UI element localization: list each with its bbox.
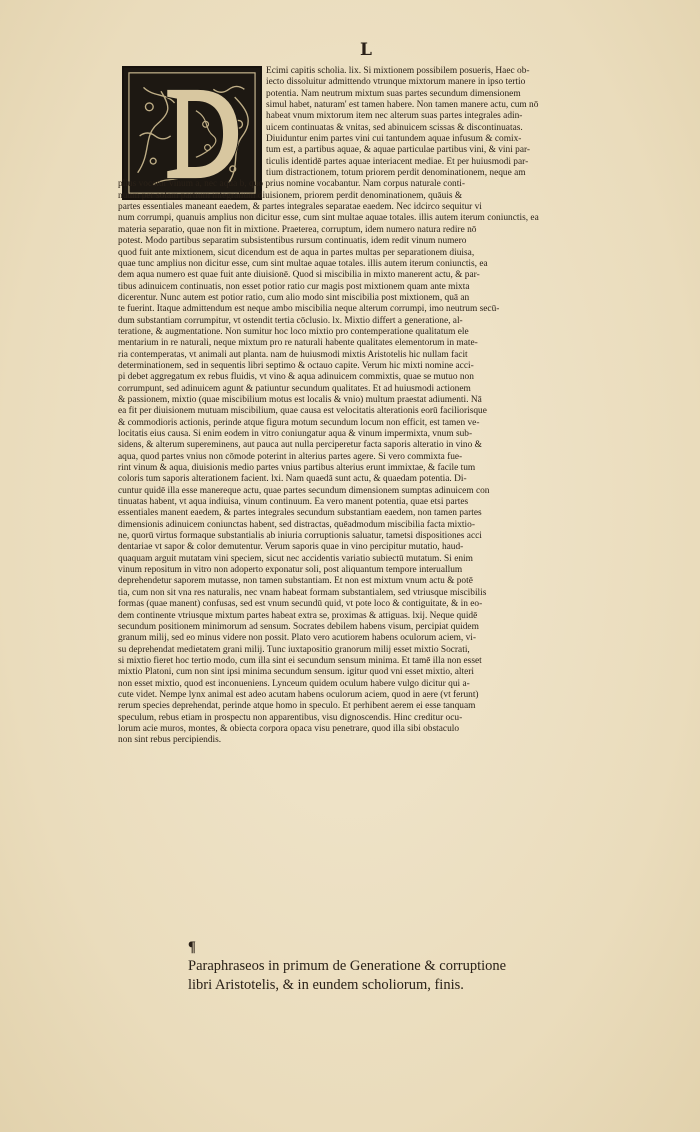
text-line: num corrumpi, quanuis amplius non dicitur esse, cum sint multae aquae totales. illis autem iterum coniunctis, ea (118, 213, 539, 224)
colophon-text-1: Paraphraseos in primum de Generatione & corruptione (188, 958, 507, 974)
text-line: determinationem, sed in sequentis libri septimo & octauo capite. Verum hic mixti nomine acci- (118, 360, 474, 371)
text-line: formas (quae manent) confusas, sed est vnum secundū quid, vt pote loco & contiguitate, & in eo- (118, 599, 483, 610)
text-line: quod fuit ante mixtionem, sicut dicendum est de aqua in partes multas per separationem diuisa, (118, 247, 475, 258)
text-line: Diuiduntur enim partes vini cui tantundem aquae infusum & comix- (266, 134, 522, 145)
text-line: sidens, & alterum supereminens, aut pauca aut nulla perciperetur facta saporis alteratio in vino & (118, 440, 482, 451)
folio-letter: L (360, 40, 373, 60)
full-width-lines (118, 179, 576, 746)
text-line: speculum, rebus etiam in prospectu non apparentibus, visu dignoscendis. Hinc creditur ocu- (118, 712, 463, 723)
text-line: tibus adinuicem continuatis, non esset potior ratio cur magis post mixtionem quam ante mixta (118, 281, 470, 292)
text-line: tium distractionem, totum priorem perdit denominationem, neque am (266, 168, 526, 179)
text-line: partes essentiales maneant eaedem, & partes integrales separatae eaedem. Nec idcirco sequitur vi (118, 202, 482, 213)
text-line: ne, quorū virtus formaque substantialis ab iniuria corruptionis saluatur, tametsi dispositiones acci (118, 531, 482, 542)
text-line: deprehendetur saporem mutasse, non tamen substantiam. Et non est mixtum vnum actu & potē (118, 576, 473, 587)
text-line: iecto dissoluitur admittendo vtrunque mixtorum manere in ipso tertio (266, 77, 526, 88)
text-line: coloris tum saporis alterationem facient. lxi. Nam quaedā sunt actu, & quaedam potentia. Di- (118, 474, 467, 485)
pilcrow-icon: ¶ (188, 939, 196, 955)
indented-lines (118, 66, 576, 179)
text-line: rerum species deprehendat, perinde atque homo in speculo. Et perhibent aerem ei esse tanquam (118, 701, 476, 712)
text-line: habeat vnum mixtorum item nec alterum suas partes integrales adin- (266, 111, 523, 122)
closing-colophon (188, 938, 568, 995)
text-line: pi debet aggregatum ex rebus fluidis, vt vino & aqua adinuicem commixtis, quae se mutuo non (118, 372, 474, 383)
text-line: corrumpunt, sed adinuicem agunt & patiuntur secundum qualitates. Et ad huiusmodi actionem (118, 383, 471, 394)
text-line: simul habet, naturam' est tamen habere. Non tamen manere actu, cum nō (266, 100, 539, 111)
text-line: non sint rebus percipiendis. (118, 735, 222, 746)
text-line: dimensionis adinuicem coniunctas habent, sed distractas, quēadmodum miscibilia facta mixtio- (118, 519, 475, 530)
scholia-text-block (118, 66, 576, 747)
text-line: dum substantiam corrumpitur, vt ostendit tertia cōclusio. lx. Mixtio differt a generatione, al- (118, 315, 463, 326)
text-line: & passionem, mixtio (quae miscibilium motus est localis & vnio) multum praestat adiumenti. Nā (118, 394, 482, 405)
text-line: & commodioris actionis, perinde atque figura motum secundum locum non efficit, est tamen ve- (118, 417, 480, 428)
text-line: tum est, a partibus aquae, & aquae particulae partibus vini, & vini par- (266, 145, 531, 156)
text-line: granum milij, sed eo minus videre non possit. Plato vero acutiorem habens oculorum aciem, vi- (118, 633, 476, 644)
text-line: te fuerint. Itaque admittendum est neque ambo miscibilia neque alterum corrumpi, imo neutrum secū- (118, 304, 500, 315)
text-line: potentia. Nam neutrum mixtum suas partes secundum dimensionem (266, 88, 521, 99)
text-line: quaquam arguit mutatam vini speciem, sicut nec accidentis variatio subiectū mutatum. Si enim (118, 553, 473, 564)
text-line: dentariae vt sapor & color demutentur. Verum saporis quae in vino percipitur mutatio, haud- (118, 542, 464, 553)
text-line: mixtio Platoni, cum non sint ipsi minima secundum sensum. igitur quod vni esset mixtio, alteri (118, 667, 474, 678)
text-line: tia, cum non sit vna res naturalis, nec vnam habeat formam substantialem, sed vtriusque miscibilis (118, 587, 487, 598)
text-line: nuum per solam partium integralium diuisionem, priorem perdit denominationem, quāuis & (118, 190, 463, 201)
text-line: aqua, quod partes vnius non cōmode poterint in alterius partes agere. Si vero commixta fue- (118, 451, 463, 462)
text-line: plius vocatur vinum a, nec aqua b, quo prius nomine vocabantur. Nam corpus naturale conti- (118, 179, 466, 190)
text-line: rint vinum & aqua, diuisionis medio partes vnius partibus alterius erunt immixtae, & facile tum (118, 463, 476, 474)
text-line: ria contemperatas, vt animali aut planta. nam de huiusmodi mixtis Aristotelis hic nullam facit (118, 349, 468, 360)
text-line: mentarium in re naturali, neque mixtum pro re naturali habente qualitates elementorum in mate- (118, 338, 478, 349)
text-line: Ecimi capitis scholia. lix. Si mixtionem possibilem posueris, Haec ob- (266, 66, 530, 76)
text-line: cute videt. Nempe lynx animal est adeo acutam habens oculorum aciem, quod in aere (vt ferunt) (118, 689, 479, 700)
text-line: materia separatio, quae non fit in mixtione. Praeterea, corruptum, idem numero natura redire nō (118, 224, 477, 235)
text-line: secundum positionem minimorum ad sensum. Socrates debilem habens visum, percipiat quidem (118, 621, 479, 632)
text-line: uicem continuatas & vnitas, sed abinuicem scissas & discontinuatas. (266, 122, 523, 133)
text-line: quae tunc amplius non dicitur esse, cum sint multae aquae totales. illis autem iterum coniunctis, ea (118, 258, 488, 269)
text-line: vinum repositum in vitro non adoperto exponatur soli, post aliquantum tempore interuallum (118, 565, 463, 576)
text-line: ea fit per diuisionem mutuam miscibilium, quae causa est velocitatis alterationis eorū faciliorisque (118, 406, 487, 417)
text-line: non esset mixtio, quod est inconueniens. Lynceum quidem oculum habere vulgo dicitur qui a- (118, 678, 470, 689)
text-line: tinuatas habent, vt aqua indiuisa, vinum continuum. Ea vero manent potentia, quae etsi partes (118, 497, 469, 508)
text-line: ticulis identidē partes aquae interiacent mediae. Et per huiusmodi par- (266, 156, 529, 167)
text-line: dicerentur. Nunc autem est potior ratio, cum alio modo sint miscibilia post mixtionem, quā an (118, 292, 470, 303)
text-line: su deprehendat medietatem grani milij. Tunc iuxtapositio granorum milij esset mixtio Socrati, (118, 644, 470, 655)
text-line: locitatis eius causa. Si enim eodem in vitro coniungatur aqua & vinum impermixta, vnum sub- (118, 429, 473, 439)
colophon-line-1 (188, 938, 568, 976)
colophon-line-2: libri Aristotelis, & in eundem scholiorum, finis. (188, 977, 464, 993)
text-line: teratione, & augmentatione. Non sumitur hoc loco mixtio pro contemperatione qualitatum ele (118, 326, 469, 337)
text-line: essentiales manent eaedem, & partes integrales secundum substantiam eaedem, non tamen partes (118, 508, 482, 519)
text-line: dem aqua numero est quae fuit ante diuisionē. Quod si miscibilia in mixto manerent actu, & par- (118, 270, 480, 281)
text-line: si mixtio fieret hoc tertio modo, cum illa sint ei secundum sensum minima. Et tamē illa non esset (118, 655, 482, 666)
text-line: lorum acie muros, montes, & obiecta corpora opaca visu penetrare, quod illa sibi obstaculo (118, 723, 460, 734)
text-line: dem continente vtriusque mixtum partes habeat extra se, proximas & attiguas. lxij. Neque quidē (118, 610, 478, 621)
text-line: potest. Modo partibus separatim subsistentibus rursum continuatis, idem redit vinum numero (118, 236, 467, 247)
text-line: cuntur quidē illa esse manereque actu, quae partes secundum dimensionem sumptas adinuicem con (118, 485, 490, 496)
